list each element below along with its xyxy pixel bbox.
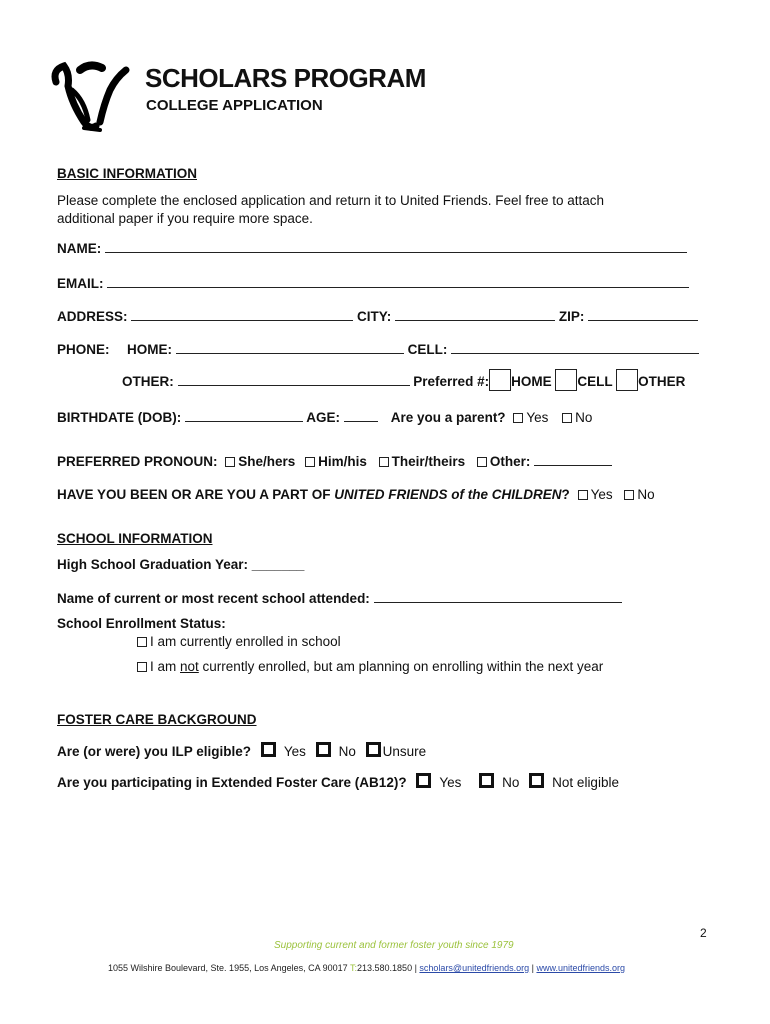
program-title: SCHOLARS PROGRAM [145, 63, 426, 93]
ab12-not-eligible-label: Not eligible [552, 775, 619, 790]
ilp-yes-checkbox[interactable] [261, 742, 276, 757]
not-enrolled-label-post: currently enrolled, but am planning on enrolling within the next year [198, 659, 604, 674]
city-label: CITY: [357, 309, 392, 324]
zip-label: ZIP: [558, 309, 585, 324]
application-subtitle: COLLEGE APPLICATION [146, 97, 323, 114]
ab12-question: Are you participating in Extended Foster Care (AB12)? [57, 775, 407, 790]
enrolled-label: I am currently enrolled in school [150, 634, 341, 649]
school-name-label: Name of current or most recent school attended: [57, 591, 370, 606]
preferred-home-label: HOME [511, 374, 552, 389]
uf-membership-row [57, 487, 655, 502]
footer-website-link[interactable]: www.unitedfriends.org [536, 963, 626, 973]
foster-care-heading: FOSTER CARE BACKGROUND [57, 712, 257, 727]
pronoun-other-label: Other: [489, 454, 531, 469]
parent-no-label: No [575, 410, 593, 425]
ilp-row [57, 742, 426, 759]
pronoun-other-checkbox[interactable] [477, 457, 487, 467]
footer-tagline: Supporting current and former foster youth since 1979 [274, 940, 514, 951]
pronoun-row [57, 454, 612, 469]
dob-label: BIRTHDATE (DOB): [57, 410, 182, 425]
cell-phone-label: CELL: [407, 342, 448, 357]
other-phone-row [122, 369, 685, 391]
school-info-heading: SCHOOL INFORMATION [57, 531, 213, 546]
logo-figure-icon [50, 60, 132, 134]
pronoun-their-label: Their/theirs [391, 454, 466, 469]
phone-label: PHONE: [57, 342, 110, 357]
pronoun-she-label: She/hers [238, 454, 296, 469]
parent-question: Are you a parent? [390, 410, 506, 425]
preferred-cell-label: CELL [577, 374, 613, 389]
not-enrolled-option [133, 659, 603, 674]
intro-line-2: additional paper if you require more space. [57, 211, 313, 226]
enrollment-status-label: School Enrollment Status: [57, 616, 226, 631]
ilp-unsure-label: Unsure [382, 744, 427, 759]
uf-question-suffix: ? [561, 487, 570, 502]
dob-input-line[interactable] [185, 411, 303, 422]
email-input-line[interactable] [107, 277, 689, 288]
cell-phone-input-line[interactable] [451, 343, 699, 354]
ab12-yes-checkbox[interactable] [416, 773, 431, 788]
footer-separator: | [529, 963, 537, 973]
parent-yes-label: Yes [526, 410, 549, 425]
not-enrolled-label-not: not [180, 659, 199, 674]
address-row [57, 309, 698, 324]
preferred-other-label: OTHER [638, 374, 686, 389]
footer-email-link[interactable]: scholars@unitedfriends.org [419, 963, 530, 973]
age-input-line[interactable] [344, 411, 378, 422]
not-enrolled-checkbox[interactable] [137, 662, 147, 672]
ab12-no-label: No [502, 775, 520, 790]
pronoun-label: PREFERRED PRONOUN: [57, 454, 218, 469]
ilp-unsure-checkbox[interactable] [366, 742, 381, 757]
home-phone-label: HOME: [127, 342, 173, 357]
footer-phone: 213.580.1850 | [357, 963, 420, 973]
uf-yes-checkbox[interactable] [578, 490, 588, 500]
other-phone-input-line[interactable] [178, 375, 410, 386]
enrolled-checkbox[interactable] [137, 637, 147, 647]
name-input-line[interactable] [105, 242, 687, 253]
parent-no-checkbox[interactable] [562, 413, 572, 423]
zip-input-line[interactable] [588, 310, 698, 321]
pronoun-other-input-line[interactable] [534, 455, 612, 466]
name-field [57, 241, 687, 256]
footer-address: 1055 Wilshire Boulevard, Ste. 1955, Los Angeles, CA 90017 [108, 963, 350, 973]
not-enrolled-label-pre: I am [150, 659, 181, 674]
ab12-row [57, 773, 619, 790]
ilp-yes-label: Yes [283, 744, 306, 759]
ilp-no-label: No [338, 744, 356, 759]
age-label: AGE: [306, 410, 340, 425]
dob-row [57, 410, 592, 425]
phone-row [57, 342, 699, 357]
intro-line-1: Please complete the enclosed application and return it to United Friends. Feel free to attach [57, 193, 605, 208]
uf-no-checkbox[interactable] [624, 490, 634, 500]
ab12-not-eligible-checkbox[interactable] [529, 773, 544, 788]
uf-question-prefix: HAVE YOU BEEN OR ARE YOU A PART OF [57, 487, 335, 502]
pronoun-their-checkbox[interactable] [379, 457, 389, 467]
footer-contact [108, 963, 625, 973]
parent-yes-checkbox[interactable] [513, 413, 523, 423]
ilp-no-checkbox[interactable] [316, 742, 331, 757]
preferred-number-label: Preferred #: [413, 374, 490, 389]
address-input-line[interactable] [131, 310, 353, 321]
pronoun-him-checkbox[interactable] [305, 457, 315, 467]
email-label: EMAIL: [57, 276, 104, 291]
ab12-no-checkbox[interactable] [479, 773, 494, 788]
graduation-year-field[interactable]: High School Graduation Year: _______ [57, 557, 305, 572]
pronoun-she-checkbox[interactable] [225, 457, 235, 467]
email-field [57, 276, 689, 291]
ab12-yes-label: Yes [439, 775, 462, 790]
name-label: NAME: [57, 241, 102, 256]
uf-no-label: No [637, 487, 655, 502]
preferred-cell-checkbox[interactable] [555, 369, 577, 391]
preferred-home-checkbox[interactable] [489, 369, 511, 391]
enrolled-option [133, 634, 341, 649]
uf-yes-label: Yes [590, 487, 613, 502]
school-name-input-line[interactable] [374, 592, 622, 603]
preferred-other-checkbox[interactable] [616, 369, 638, 391]
footer-phone-label: T: [350, 963, 358, 973]
address-label: ADDRESS: [57, 309, 128, 324]
page-number: 2 [700, 926, 707, 940]
other-phone-label: OTHER: [122, 374, 174, 389]
uf-question-org-name: UNITED FRIENDS of the CHILDREN [334, 487, 562, 502]
pronoun-him-label: Him/his [318, 454, 367, 469]
city-input-line[interactable] [395, 310, 555, 321]
school-name-row [57, 591, 622, 606]
ilp-question: Are (or were) you ILP eligible? [57, 744, 252, 759]
home-phone-input-line[interactable] [176, 343, 404, 354]
basic-info-heading: BASIC INFORMATION [57, 166, 197, 181]
